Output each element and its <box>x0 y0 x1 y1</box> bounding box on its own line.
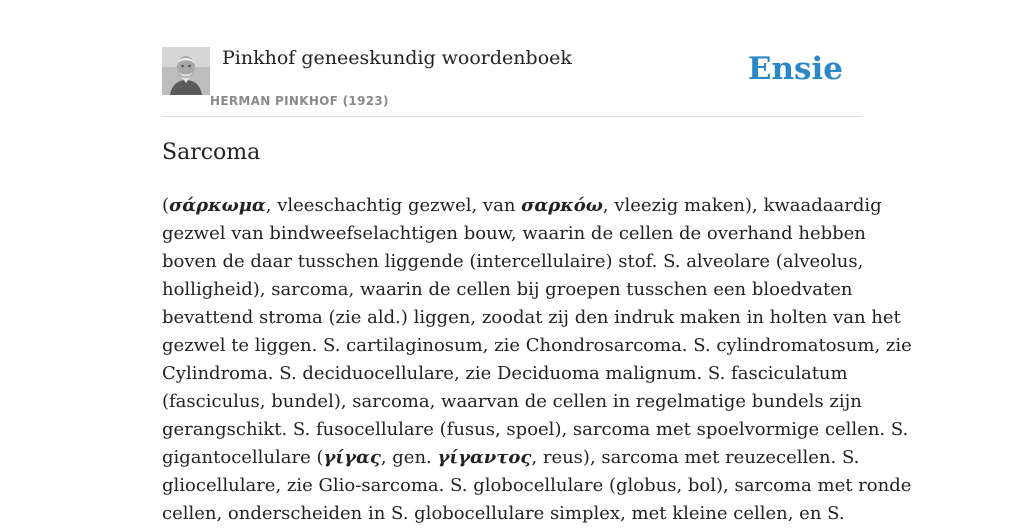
greek-term: σαρκόω <box>521 195 603 216</box>
entry-text: gezwel van bindweefselachtigen bouw, waarin de cellen de overhand hebben <box>162 223 866 244</box>
entry-text: , reus), sarcoma met reuzecellen. S. <box>531 447 860 468</box>
greek-term: γίγας <box>323 447 381 468</box>
entry-text-line <box>162 472 912 500</box>
entry-text-line <box>162 192 882 220</box>
entry-title: Sarcoma <box>162 140 261 165</box>
entry-body <box>162 192 912 528</box>
entry-text: cellen, onderscheiden in S. globocellulare simplex, met kleine cellen, en S. <box>162 503 845 524</box>
entry-text: , vleeschachtig gezwel, van <box>265 195 522 216</box>
entry-text: , gen. <box>380 447 438 468</box>
entry-text-line <box>162 416 909 444</box>
entry-text-line <box>162 248 862 276</box>
entry-text: boven de daar tusschen liggende (intercellulaire) stof. S. alveolare (alveolus, <box>162 251 864 272</box>
author-avatar[interactable] <box>162 47 210 95</box>
entry-text: (fasciculus, bundel), sarcoma, waarvan de cellen in regelmatige bundels zijn <box>162 391 862 412</box>
entry-text-line <box>162 444 862 472</box>
author-portrait-icon <box>162 47 210 95</box>
entry-text: , vleezig maken), kwaadaardig <box>602 195 882 216</box>
entry-text-line <box>162 276 862 304</box>
entry-text-line <box>162 500 862 528</box>
entry-text: gigantocellulare ( <box>162 447 324 468</box>
book-title[interactable]: Pinkhof geneeskundig woordenboek <box>222 47 572 69</box>
entry-text-line <box>162 220 866 248</box>
entry-text-line <box>162 388 862 416</box>
entry-text: Cylindroma. S. deciduocellulare, zie Deciduoma malignum. S. fasciculatum <box>162 363 848 384</box>
entry-text-line <box>162 332 912 360</box>
entry-text: holligheid), sarcoma, waarin de cellen bij groepen tusschen een bloedvaten <box>162 279 853 300</box>
entry-text: gerangschikt. S. fusocellulare (fusus, spoel), sarcoma met spoelvormige cellen. S. <box>162 419 909 440</box>
book-author: HERMAN PINKHOF (1923) <box>210 94 389 108</box>
entry-text: gezwel te liggen. S. cartilaginosum, zie Chondrosarcoma. S. cylindromatosum, zie <box>162 335 912 356</box>
greek-term: γίγαντος <box>437 447 532 468</box>
entry-text-line <box>162 304 901 332</box>
entry-text: gliocellulare, zie Glio-sarcoma. S. globocellulare (globus, bol), sarcoma met ronde <box>162 475 912 496</box>
entry-text-line <box>162 360 862 388</box>
ensie-logo[interactable]: Ensie <box>747 51 843 87</box>
greek-term: σάρκωμα <box>169 195 266 216</box>
entry-text: ( <box>162 195 170 216</box>
entry-text: bevattend stroma (zie ald.) liggen, zoodat zij den indruk maken in holten van het <box>162 307 901 328</box>
header <box>162 46 862 117</box>
